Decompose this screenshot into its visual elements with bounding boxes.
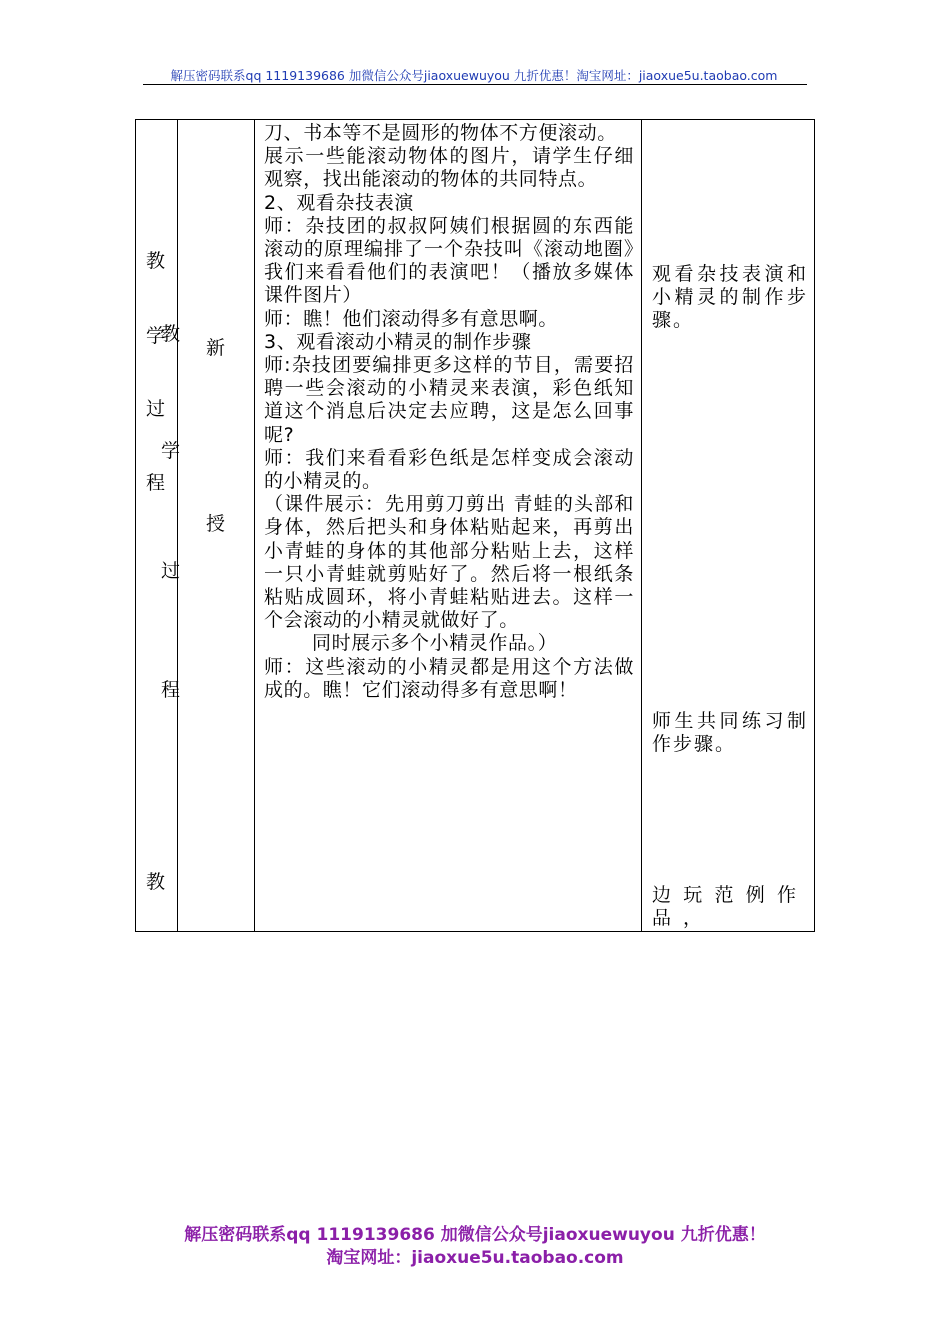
stage-label-char: 过 (146, 398, 166, 420)
section-label-char: 新 (206, 337, 226, 359)
content-paragraph: 师：杂技团的叔叔阿姨们根据圆的东西能滚动的原理编排了一个杂技叫《滚动地圈》我们来看看他们的表演吧！（播放多媒体课件图片） (264, 214, 634, 307)
column-divider (254, 120, 255, 931)
content-paragraph: 2、观看杂技表演 (264, 191, 414, 214)
teaching-content (264, 122, 634, 702)
column-divider (177, 120, 178, 931)
column-divider (641, 120, 642, 931)
content-paragraph: 师：瞧！他们滚动得多有意思啊。 (264, 307, 559, 330)
stage-label-char: 教 (146, 250, 166, 272)
stage-label-char: 教 (161, 323, 181, 345)
stage-label-char: 教 (146, 871, 166, 893)
lesson-table (135, 119, 815, 932)
stage-label-char: 程 (146, 472, 166, 494)
content-paragraph: 3、观看滚动小精灵的制作步骤 (264, 330, 532, 353)
stage-label-char: 过 (161, 560, 181, 582)
footer-shop-line: 淘宝网址：jiaoxue5u.taobao.com (326, 1248, 624, 1268)
content-paragraph: 展示一些能滚动物体的图片，请学生仔细观察，找出能滚动的物体的共同特点。 (264, 145, 634, 191)
stage-label-char: 学 (161, 440, 181, 462)
stage-label-char: 程 (161, 679, 181, 701)
section-label-char: 授 (206, 513, 226, 535)
student-activity-note: 边玩范例作品， (652, 884, 808, 929)
content-paragraph: 师:杂技团要编排更多这样的节目，需要招聘一些会滚动的小精灵来表演，彩色纸知道这个消息后决定去应聘，这是怎么回事呢? (264, 354, 634, 446)
student-activity-note: 观看杂技表演和小精灵的制作步骤。 (652, 263, 808, 331)
content-paragraph: （课件展示：先用剪刀剪出 青蛙的头部和身体，然后把头和身体粘贴起来，再剪出小青蛙的身体的其他部分粘贴上去，这样一只小青蛙就剪贴好了。然后将一根纸条粘贴成圆环，将小青蛙粘贴进去。这样一个会滚动的小精灵就做好了。 (264, 493, 634, 632)
content-paragraph: 同时展示多个小精灵作品。） (312, 632, 558, 655)
student-activity-note: 师生共同练习制作步骤。 (652, 710, 808, 755)
content-paragraph: 师：这些滚动的小精灵都是用这个方法做成的。瞧！它们滚动得多有意思啊！ (264, 655, 634, 701)
footer-contact-line: 解压密码联系qq 1119139686 加微信公众号jiaoxuewuyou 九折优惠！ (184, 1225, 766, 1245)
header-rule (143, 84, 807, 85)
content-paragraph: 刀、书本等不是圆形的物体不方便滚动。 (264, 122, 617, 144)
header-contact-line: 解压密码联系qq 1119139686 加微信公众号jiaoxuewuyou 九折优惠！淘宝网址：jiaoxue5u.taobao.com (170, 68, 778, 83)
stage-label-char: 学 (146, 325, 166, 347)
content-paragraph: 师：我们来看看彩色纸是怎样变成会滚动的小精灵的。 (264, 446, 634, 493)
